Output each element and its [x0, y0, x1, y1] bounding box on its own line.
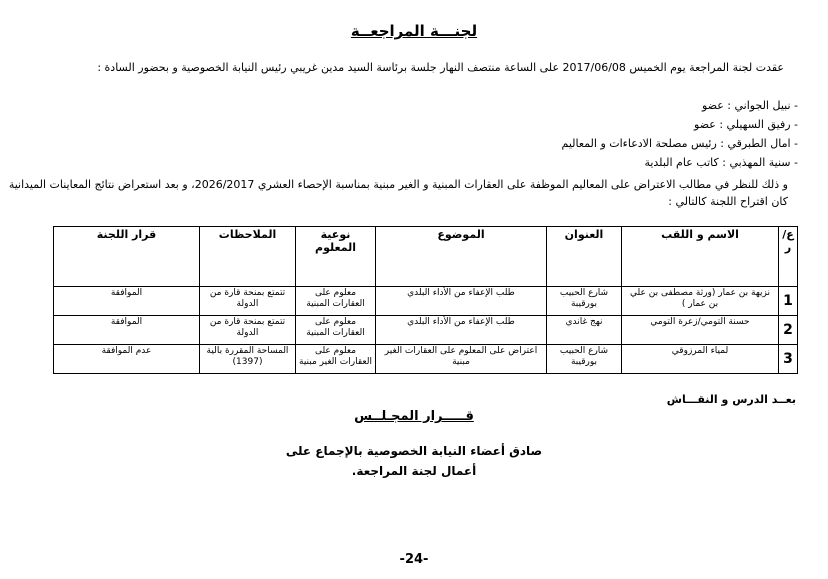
cell-decision: الموافقة	[54, 316, 200, 345]
page-number: -24-	[399, 552, 429, 567]
header-cell: قرار اللجنة	[54, 227, 200, 287]
header-cell: الاسم و اللقب	[622, 227, 779, 287]
row-number: 2	[779, 316, 798, 345]
member-name: - نبيل الجواني	[734, 99, 798, 112]
decision-text	[0, 441, 828, 481]
member-role: : رئيس مصلحة الادعاءات و المعاليم	[561, 137, 724, 150]
table-row	[54, 287, 798, 316]
header-cell: ع/ر	[779, 227, 798, 287]
row-number: 3	[779, 345, 798, 374]
member-line	[498, 153, 798, 172]
header-cell: نوعية المعلوم	[296, 227, 376, 287]
member-name: - امال الطبرقي	[727, 137, 798, 150]
cell-notes: تتمتع بمنحة قارة من الدولة	[200, 316, 296, 345]
cell-tax-type: معلوم على العقارات المبنية	[296, 316, 376, 345]
table-row	[54, 316, 798, 345]
member-line	[498, 115, 798, 134]
cell-decision: عدم الموافقة	[54, 345, 200, 374]
cell-notes: المساحة المقررة بالية (1397)	[200, 345, 296, 374]
header-cell: الملاحظات	[200, 227, 296, 287]
member-line	[498, 96, 798, 115]
cell-subject: طلب الإعفاء من الأداء البلدي	[376, 316, 547, 345]
table-row	[54, 345, 798, 374]
cell-subject: طلب الإعفاء من الأداء البلدي	[376, 287, 547, 316]
context-paragraph: و ذلك للنظر في مطالب الاعتراض على المعاليم الموظفة على العقارات المبنية و الغير مبنية بمناسبة الإحصاء العشري 2026/2017، و بعد استعراض نتائج المعاينات الميدانية كان اقتراح اللجنة كالتالي :	[8, 178, 788, 208]
member-role: : كاتب عام البلدية	[644, 156, 726, 169]
cell-subject: اعتراض على المعلوم على العقارات الغير مبنية	[376, 345, 547, 374]
cell-tax-type: معلوم على العقارات المبنية	[296, 287, 376, 316]
after-discussion-heading: بعــد الدرس و النقـــاش	[666, 393, 796, 406]
cell-address: نهج غاندي	[547, 316, 622, 345]
cell-decision: الموافقة	[54, 287, 200, 316]
member-role: : عضو	[694, 118, 724, 131]
members-list	[498, 96, 798, 172]
cell-name: لمياء المرزوقي	[622, 345, 779, 374]
member-name: - رفيق السهيلي	[726, 118, 798, 131]
decision-line: صادق أعضاء النيابة الخصوصية بالإجماع على	[285, 444, 543, 458]
member-line	[498, 134, 798, 153]
decision-line: أعمال لجنة المراجعة.	[351, 464, 477, 478]
cell-name: حسنة التومي/زعرة التومي	[622, 316, 779, 345]
intro-paragraph: عقدت لجنة المراجعة يوم الخميس 2017/06/08 على الساعة منتصف النهار جلسة برئاسة السيد مدين غريبي رئيس النيابة الخصوصية و بحضور السادة :	[97, 61, 784, 74]
table-header-row	[54, 227, 798, 287]
cell-notes: تتمتع بمنحة قارة من الدولة	[200, 287, 296, 316]
council-decision-title: قـــــرار المجـلــس	[354, 409, 474, 424]
cell-address: شارع الحبيب بورقيبة	[547, 287, 622, 316]
cell-tax-type: معلوم على العقارات الغير مبنية	[296, 345, 376, 374]
review-table	[53, 226, 798, 374]
cell-name: نزيهة بن عمار (ورثة مصطفى بن علي بن عمار )	[622, 287, 779, 316]
member-name: - سنية المهذبي	[729, 156, 798, 169]
cell-address: شارع الحبيب بورقيبة	[547, 345, 622, 374]
row-number: 1	[779, 287, 798, 316]
member-role: : عضو	[702, 99, 732, 112]
document-title: لجنـــة المراجعــة	[350, 22, 478, 40]
header-cell: العنوان	[547, 227, 622, 287]
header-cell: الموضوع	[376, 227, 547, 287]
